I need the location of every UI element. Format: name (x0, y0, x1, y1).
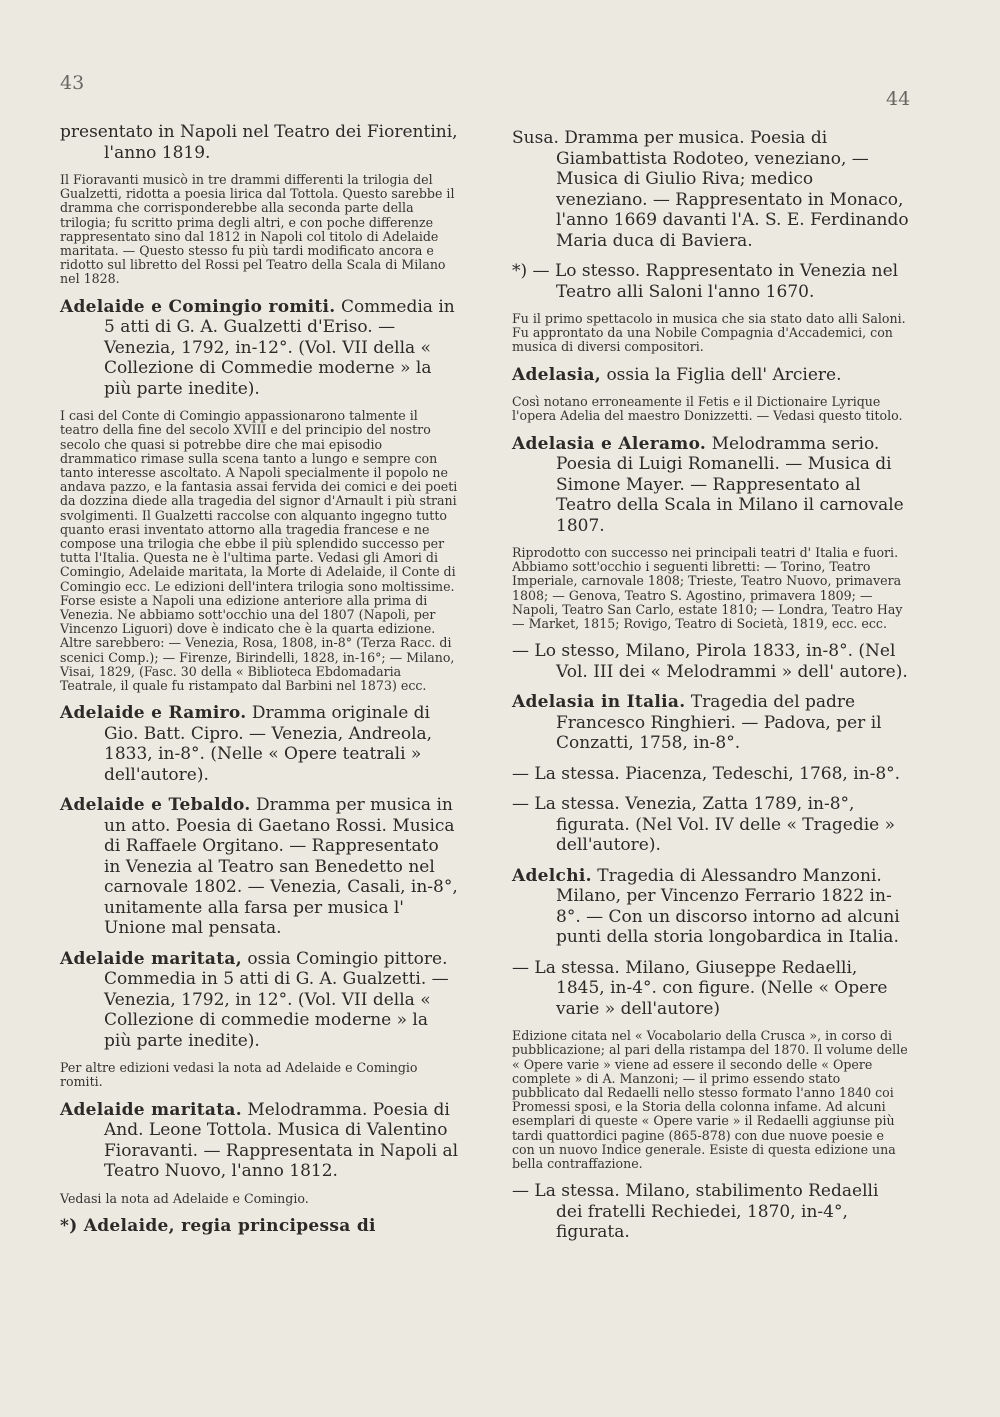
entry-headword: Adelaide maritata, (60, 948, 242, 969)
dictionary-entry (60, 703, 460, 785)
dictionary-entry (512, 866, 910, 948)
page-number-left: 43 (60, 72, 85, 94)
entry-headword: Adelchi. (512, 865, 592, 886)
entry-text: Melodramma. Poesia di And. Leone Tottola. Musica di Valentino Fioravanti. — Rappresentata in Napoli al Teatro Nuovo, l'anno 1812. (104, 1099, 459, 1182)
page-number-right: 44 (886, 88, 911, 110)
note-paragraph: Per altre edizioni vedasi la nota ad Adelaide e Comingio romiti. (60, 1060, 418, 1090)
note-paragraph: Così notano erroneamente il Fetis e il Dictionaire Lyrique l'opera Adelia del maestro Donizzetti. — Vedasi questo titolo. (512, 394, 903, 424)
entry-headword: Adelasia e Aleramo. (512, 433, 707, 454)
entry-headword: Adelaide maritata. (60, 1099, 242, 1120)
entry-headword: Adelasia, (512, 364, 602, 385)
left-column (60, 122, 460, 1246)
entry-headword: Adelaide e Tebaldo. (60, 795, 251, 816)
dictionary-entry (512, 434, 910, 537)
dictionary-entry (60, 297, 460, 400)
entry-headword: *) Adelaide, regia principessa di (60, 1215, 376, 1236)
entry-text: Dramma originale di Gio. Batt. Cipro. — Venezia, Andreola, 1833, in-8°. (Nelle « Opere teatrali » dell'autore). (104, 703, 433, 785)
entry-text: Melodramma serio. Poesia di Luigi Romanelli. — Musica di Simone Mayer. — Rappresentato al Teatro della Scala in Milano il carnovale 1807. (556, 433, 904, 536)
entry-text: ossia la Figlia dell' Arciere. (606, 364, 842, 385)
note-paragraph: Vedasi la nota ad Adelaide e Comingio. (60, 1190, 309, 1206)
dictionary-entry (512, 365, 910, 386)
dictionary-entry (60, 949, 460, 1052)
text-block: *) — Lo stesso. Rappresentato in Venezia nel Teatro alli Saloni l'anno 1670. (512, 261, 899, 302)
text-block: Susa. Dramma per musica. Poesia di Giambattista Rodoteo, veneziano, — Musica di Giulio Riva; medico veneziano. — Rappresentato in Monaco, l'anno 1669 davanti l'A. S. E. Ferdinando Maria duca di Baviera. (512, 128, 909, 251)
entry-text: Commedia in 5 atti di G. A. Gualzetti d'Eriso. — Venezia, 1792, in-12°. (Vol. VII della « Collezione di Commedie moderne » la più parte inedite). (104, 296, 455, 399)
text-block: — La stessa. Piacenza, Tedeschi, 1768, in-8°. (512, 763, 901, 784)
text-block: — La stessa. Milano, Giuseppe Redaelli, 1845, in-4°. con figure. (Nelle « Opere varie » dell'autore) (512, 957, 888, 1019)
entry-text: ossia Comingio pittore. Commedia in 5 atti di G. A. Gualzetti. — Venezia, 1792, in 12°. (Vol. VII della « Collezione di commedie moderne » la più parte inedite). (104, 948, 449, 1051)
dictionary-entry (512, 692, 910, 754)
text-block: — Lo stesso, Milano, Pirola 1833, in-8°. (Nel Vol. III dei « Melodrammi » dell' autore). (512, 641, 908, 682)
entry-text: Tragedia del padre Francesco Ringhieri. — Padova, per il Conzatti, 1758, in-8°. (556, 692, 882, 754)
note-paragraph: Edizione citata nel « Vocabolario della Crusca », in corso di pubblicazione; al pari della ristampa del 1870. Il volume delle « Opere varie » viene ad essere il secondo delle « Opere complete » di A. Manzoni; — il primo essendo stato pubblicato dal Redaelli nello stesso formato l'anno 1840 coi Promessi sposi, e la Storia della colonna infame. Ad alcuni esemplari di queste « Opere varie » il Redaelli aggiunse più tardi quattordici pagine (865-878) con due nuove poesie e con un nuovo Indice generale. Esiste di questa edizione una bella contraffazione. (512, 1028, 908, 1172)
text-block: — La stessa. Milano, stabilimento Redaelli dei fratelli Rechiedei, 1870, in-4°, figurata. (512, 1181, 879, 1243)
entry-text: Dramma per musica in un atto. Poesia di Gaetano Rossi. Musica di Raffaele Orgitano. — Rappresentato in Venezia al Teatro san Benedetto nel carnovale 1802. — Venezia, Casali, in-8°, unitamente alla farsa per musica l' Unione mal pensata. (104, 795, 458, 939)
text-block: presentato in Napoli nel Teatro dei Fiorentini, l'anno 1819. (60, 122, 458, 163)
dictionary-entry (60, 1100, 460, 1182)
entry-headword: Adelasia in Italia. (512, 692, 686, 713)
note-paragraph: Fu il primo spettacolo in musica che sia stato dato alli Saloni. Fu approntato da una Nobile Compagnia d'Accademici, con musica di diversi compositori. (512, 311, 906, 355)
note-paragraph: I casi del Conte di Comingio appassionarono talmente il teatro della fine del secolo XVIII e del principio del nostro secolo che quasi si potrebbe dire che mai episodio drammatico rimase sulla scena tanto a lungo e sempre con tanto interesse ascoltato. A Napoli specialmente il popolo ne andava pazzo, e la fantasia assai fervida dei comici e dei poeti da dozzina diede alla tragedia del signor d'Arnault i più strani svolgimenti. Il Gualzetti raccolse con alquanto ingegno tutto quanto erasi inventato attorno alla tragedia francese e ne compose una trilogia che ebbe il più splendido successo per tutta l'Italia. Questa ne è l'ultima parte. Vedasi gli Amori di Comingio, Adelaide maritata, la Morte di Adelaide, il Conte di Comingio ecc. Le edizioni dell'intera trilogia sono moltissime. Forse esiste a Napoli una edizione anteriore alla prima di Venezia. Ne abbiamo sott'occhio una del 1807 (Napoli, per Vincenzo Liguori) dove è indicato che è la quarta edizione. Altre sarebbero: — Venezia, Rosa, 1808, in-8° (Terza Racc. di scenici Comp.); — Firenze, Birindelli, 1828, in-16°; — Milano, Visai, 1829, (Fasc. 30 della « Biblioteca Ebdomadaria Teatrale, il quale fu ristampato dal Barbini nel 1873) ecc. (60, 408, 458, 693)
dictionary-entry (60, 1216, 460, 1237)
entry-headword: Adelaide e Comingio romiti. (60, 296, 336, 317)
dictionary-entry (60, 795, 460, 939)
right-column (512, 128, 910, 1253)
entry-headword: Adelaide e Ramiro. (60, 703, 247, 724)
text-block: — La stessa. Venezia, Zatta 1789, in-8°, figurata. (Nel Vol. IV delle « Tragedie » dell'autore). (512, 794, 896, 856)
note-paragraph: Riprodotto con successo nei principali teatri d' Italia e fuori. Abbiamo sott'occhio i seguenti libretti: — Torino, Teatro Imperiale, carnovale 1808; Trieste, Teatro Nuovo, primavera 1808; — Genova, Teatro S. Agostino, primavera 1809; — Napoli, Teatro San Carlo, estate 1810; — Londra, Teatro Hay — Market, 1815; Rovigo, Teatro di Società, 1819, ecc. ecc. (512, 545, 903, 632)
note-paragraph: Il Fioravanti musicò in tre drammi differenti la trilogia del Gualzetti, ridotta a poesia lirica dal Tottola. Questo sarebbe il dramma che corrisponderebbe alla seconda parte della trilogia; fu scritto prima degli altri, e con poche differenze rappresentato sino dal 1812 in Napoli col titolo di Adelaide maritata. — Questo stesso fu più tardi modificato ancora e ridotto sul libretto del Rossi pel Teatro della Scala di Milano nel 1828. (60, 172, 455, 287)
entry-text: Tragedia di Alessandro Manzoni. Milano, per Vincenzo Ferrario 1822 in-8°. — Con un discorso intorno ad alcuni punti della storia longobardica in Italia. (556, 865, 900, 948)
